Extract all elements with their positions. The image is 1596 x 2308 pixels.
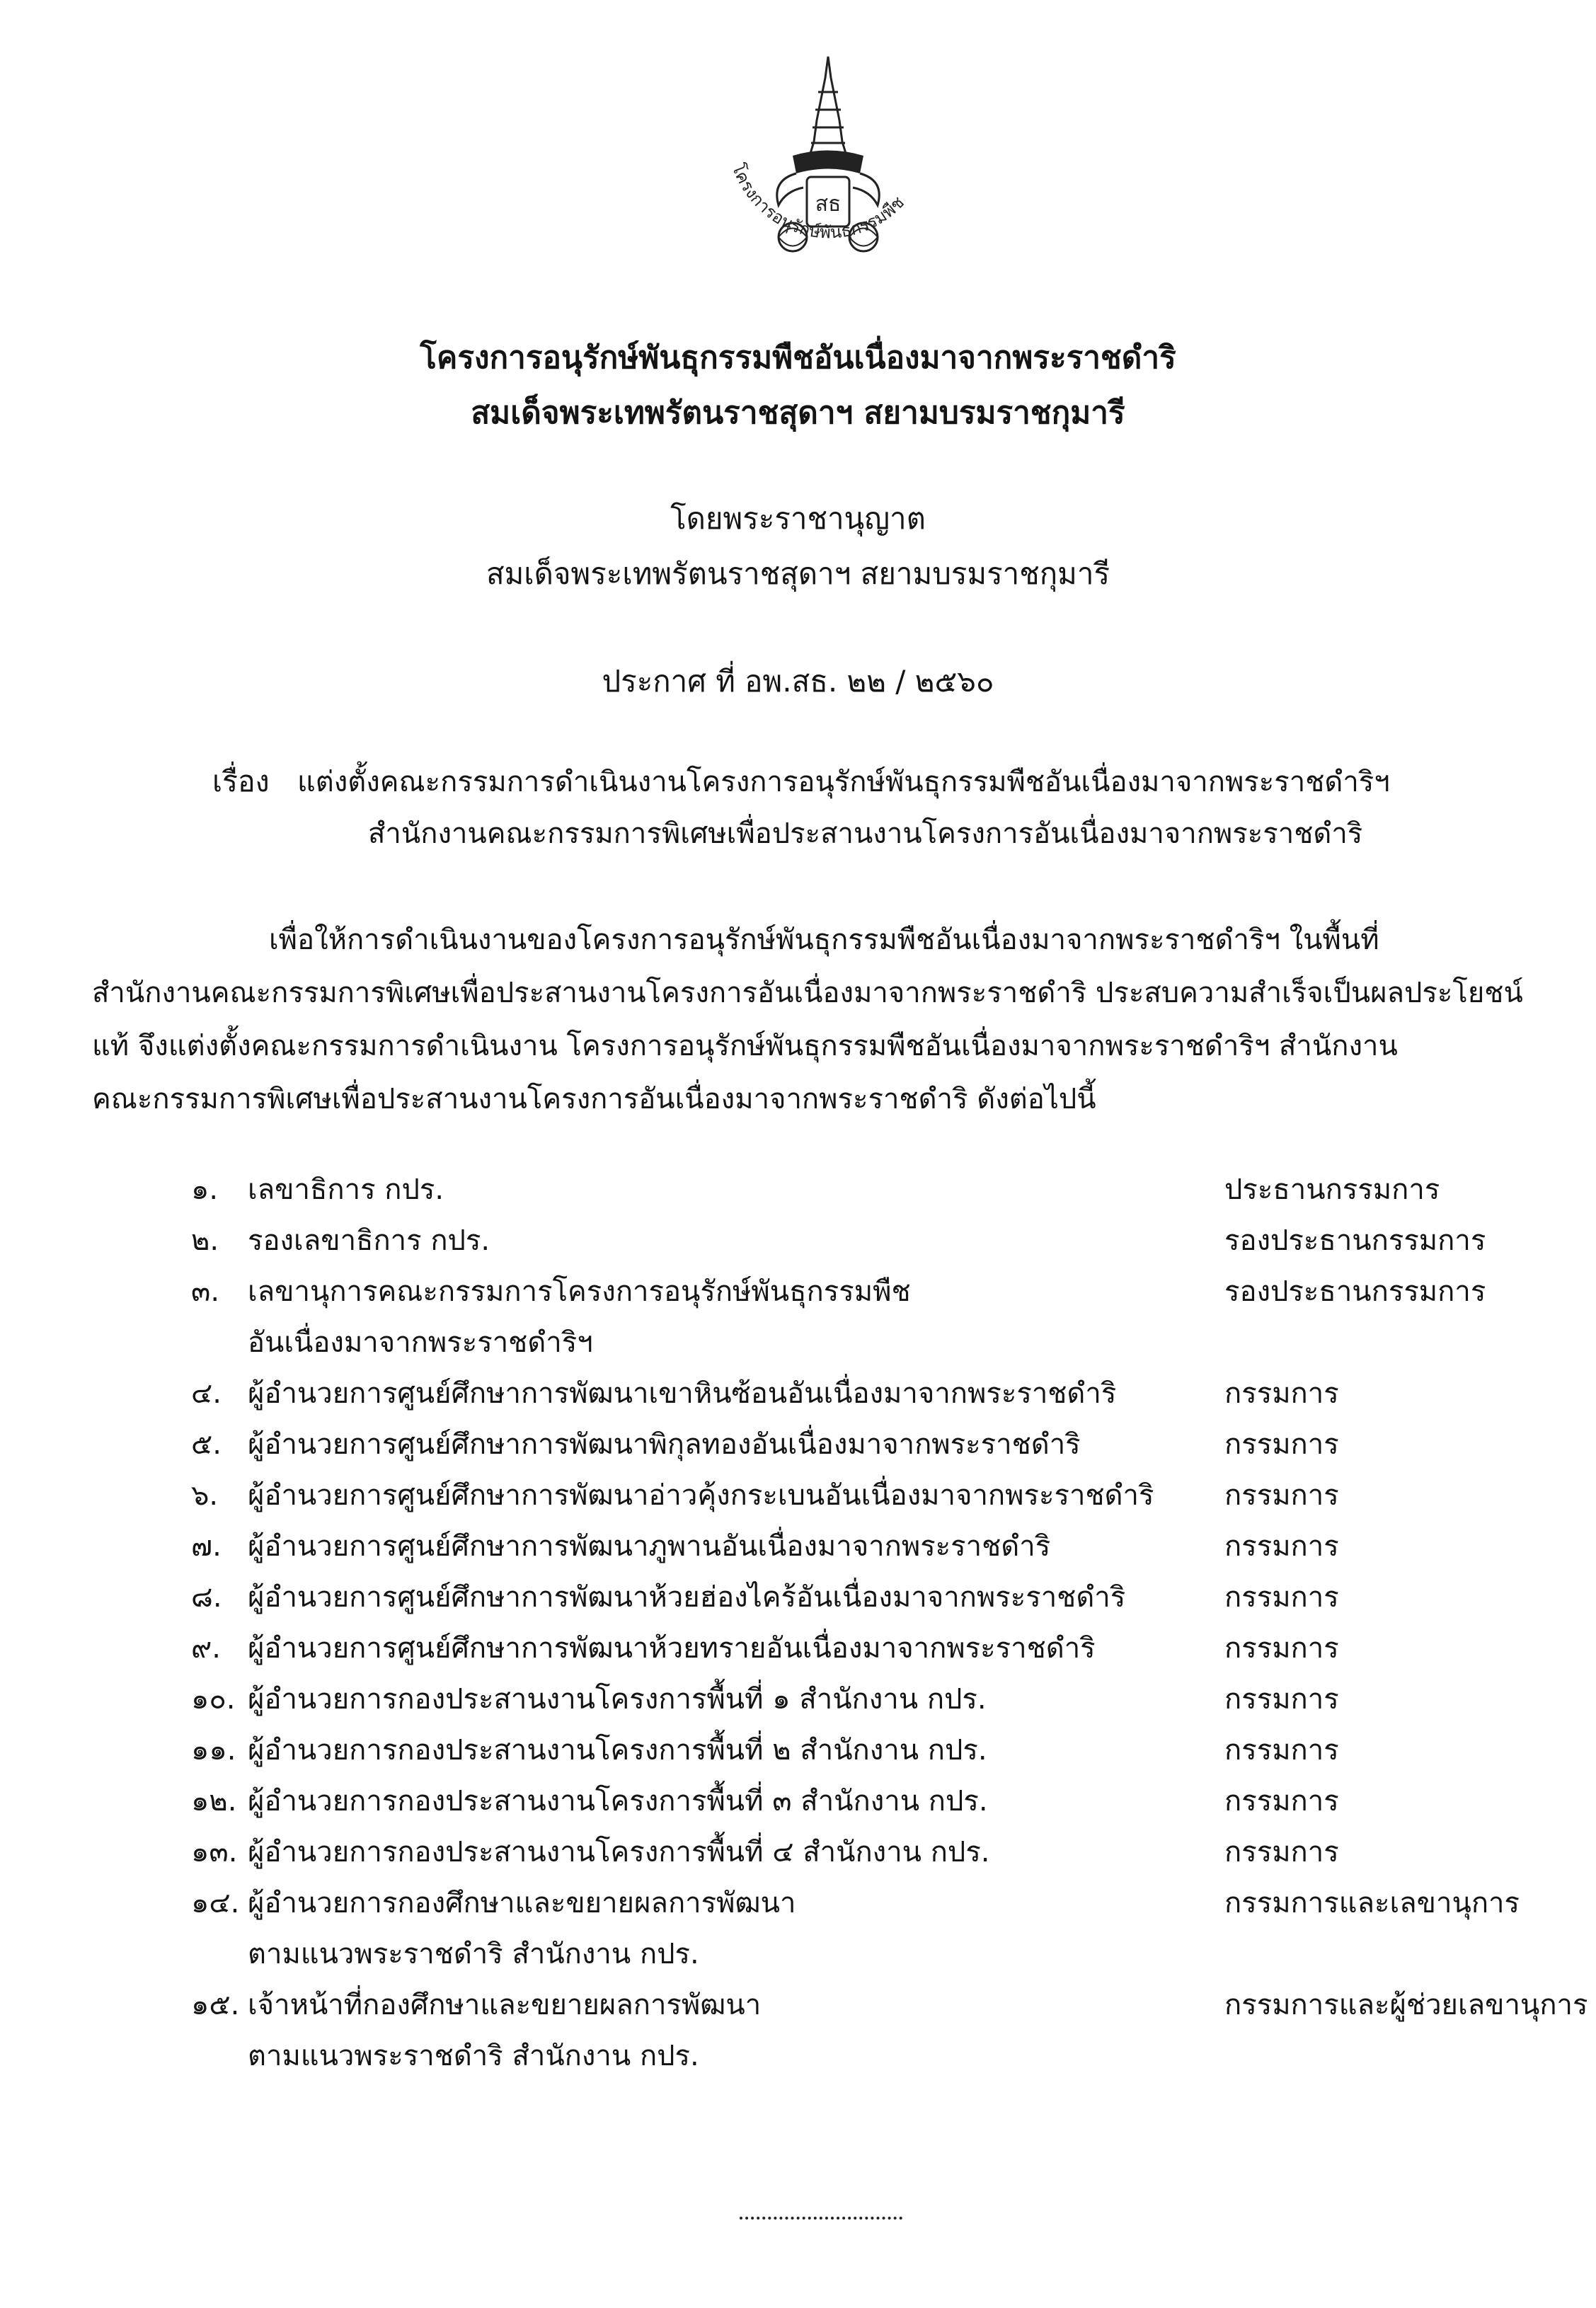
body-line1: เพื่อให้การดำเนินงานของโครงการอนุรักษ์พันธุกรรมพืชอันเนื่องมาจากพระราชดำริฯ ในพื้นที่ (269, 924, 1379, 956)
member-number: ๗. (191, 1530, 222, 1563)
member-position: รองเลขาธิการ กปร. (248, 1224, 490, 1257)
project-emblem-icon (679, 50, 977, 304)
member-number: ๑. (191, 1173, 219, 1206)
member-number: ๓. (191, 1275, 220, 1308)
member-number: ๑๑. (191, 1734, 236, 1767)
member-row (191, 1625, 1596, 1676)
member-row (191, 1829, 1596, 1880)
member-position: เลขานุการคณะกรรมการโครงการอนุรักษ์พันธุกรรมพืช (248, 1275, 911, 1308)
member-role: รองประธานกรรมการ (1224, 1275, 1486, 1308)
member-position-continued: ตามแนวพระราชดำริ สำนักงาน กปร. (248, 1938, 699, 1970)
member-role: กรรมการ (1224, 1632, 1339, 1665)
member-number: ๒. (191, 1224, 219, 1257)
member-row (191, 1523, 1596, 1574)
member-role: กรรมการ (1224, 1734, 1339, 1767)
member-position: ผู้อำนวยการกองประสานงานโครงการพื้นที่ ๓ สำนักงาน กปร. (248, 1785, 988, 1818)
member-position-continued: อันเนื่องมาจากพระราชดำริฯ (248, 1326, 593, 1359)
member-number: ๑๔. (191, 1887, 240, 1919)
member-row (191, 1676, 1596, 1727)
member-position-continued: ตามแนวพระราชดำริ สำนักงาน กปร. (248, 2040, 699, 2072)
member-role: ประธานกรรมการ (1224, 1173, 1440, 1206)
member-role: กรรมการ (1224, 1836, 1339, 1868)
member-position: ผู้อำนวยการศูนย์ศึกษาการพัฒนาห้วยทรายอันเนื่องมาจากพระราชดำริ (248, 1632, 1096, 1665)
member-number: ๑๓. (191, 1836, 238, 1868)
member-role: กรรมการ (1224, 1377, 1339, 1410)
member-role: กรรมการ (1224, 1530, 1339, 1563)
member-row (191, 1982, 1596, 2084)
member-row (191, 1217, 1596, 1268)
member-number: ๑๐. (191, 1683, 236, 1716)
member-number: ๘. (191, 1581, 222, 1614)
body-line2: สำนักงานคณะกรรมการพิเศษเพื่อประสานงานโครงการอันเนื่องมาจากพระราชดำริ ประสบความสำเร็จเป็นผลประโยชน์ (92, 977, 1523, 1009)
member-row (191, 1778, 1596, 1829)
member-row (191, 1370, 1596, 1421)
member-position: เจ้าหน้าที่กองศึกษาและขยายผลการพัฒนา (248, 1989, 762, 2021)
member-row (191, 1268, 1596, 1370)
body-line4: คณะกรรมการพิเศษเพื่อประสานงานโครงการอันเนื่องมาจากพระราชดำริ ดังต่อไปนี้ (92, 1083, 1096, 1115)
member-row (191, 1727, 1596, 1778)
member-position: เลขาธิการ กปร. (248, 1173, 444, 1206)
authorization-line1: โดยพระราชานุญาต (670, 501, 926, 536)
member-position: ผู้อำนวยการกองประสานงานโครงการพื้นที่ ๑ สำนักงาน กปร. (248, 1683, 987, 1716)
member-role: กรรมการ (1224, 1428, 1339, 1461)
authorization-line2: สมเด็จพระเทพรัตนราชสุดาฯ สยามบรมราชกุมารี (486, 556, 1110, 591)
member-row (191, 1472, 1596, 1523)
member-number: ๑๕. (191, 1989, 240, 2021)
member-role: รองประธานกรรมการ (1224, 1224, 1486, 1257)
subject-line1: แต่งตั้งคณะกรรมการดำเนินงานโครงการอนุรักษ์พันธุกรรมพืชอันเนื่องมาจากพระราชดำริฯ (297, 766, 1390, 798)
committee-member-list (191, 1166, 1596, 2084)
body-line3: แท้ จึงแต่งตั้งคณะกรรมการดำเนินงาน โครงการอนุรักษ์พันธุกรรมพืชอันเนื่องมาจากพระราชดำริฯ สำนักงาน (92, 1030, 1398, 1062)
member-row (191, 1166, 1596, 1217)
member-row (191, 1880, 1596, 1982)
svg-text:โครงการอนุรักษ์พันธุกรรมพืช: โครงการอนุรักษ์พันธุกรรมพืช (728, 161, 909, 243)
member-position: ผู้อำนวยการศูนย์ศึกษาการพัฒนาอ่าวคุ้งกระเบนอันเนื่องมาจากพระราชดำริ (248, 1479, 1154, 1512)
member-position: ผู้อำนวยการศูนย์ศึกษาการพัฒนาห้วยฮ่องไคร้อันเนื่องมาจากพระราชดำริ (248, 1581, 1126, 1614)
member-role: กรรมการ (1224, 1479, 1339, 1512)
member-number: ๔. (191, 1377, 222, 1410)
member-number: ๑๒. (191, 1785, 237, 1818)
announcement-number: ประกาศ ที่ อพ.สธ. ๒๒ / ๒๕๖๐ (602, 664, 994, 699)
member-number: ๖. (191, 1479, 219, 1512)
member-position: ผู้อำนวยการศูนย์ศึกษาการพัฒนาพิกุลทองอันเนื่องมาจากพระราชดำริ (248, 1428, 1081, 1461)
subject-label: เรื่อง (212, 764, 270, 798)
svg-text:สธ: สธ (815, 192, 842, 217)
member-role: กรรมการ (1224, 1581, 1339, 1614)
org-title-line2: สมเด็จพระเทพรัตนราชสุดาฯ สยามบรมราชกุมารี (471, 395, 1125, 431)
member-number: ๙. (191, 1632, 222, 1665)
member-position: ผู้อำนวยการศูนย์ศึกษาการพัฒนาเขาหินซ้อนอันเนื่องมาจากพระราชดำริ (248, 1377, 1117, 1410)
member-position: ผู้อำนวยการศูนย์ศึกษาการพัฒนาภูพานอันเนื่องมาจากพระราชดำริ (248, 1530, 1051, 1563)
member-role: กรรมการและเลขานุการ (1224, 1887, 1520, 1919)
continuation-mark (740, 2217, 902, 2222)
member-position: ผู้อำนวยการกองประสานงานโครงการพื้นที่ ๔ สำนักงาน กปร. (248, 1836, 990, 1868)
subject-line2: สำนักงานคณะกรรมการพิเศษเพื่อประสานงานโครงการอันเนื่องมาจากพระราชดำริ (368, 817, 1363, 850)
member-position: ผู้อำนวยการกองศึกษาและขยายผลการพัฒนา (248, 1887, 796, 1919)
member-row (191, 1574, 1596, 1625)
member-number: ๕. (191, 1428, 222, 1461)
member-role: กรรมการ (1224, 1683, 1339, 1716)
member-position: ผู้อำนวยการกองประสานงานโครงการพื้นที่ ๒ สำนักงาน กปร. (248, 1734, 987, 1767)
member-role: กรรมการและผู้ช่วยเลขานุการ (1224, 1989, 1588, 2021)
org-title-line1: โครงการอนุรักษ์พันธุกรรมพืชอันเนื่องมาจากพระราชดำริ (420, 340, 1176, 376)
member-role: กรรมการ (1224, 1785, 1339, 1818)
member-row (191, 1421, 1596, 1472)
